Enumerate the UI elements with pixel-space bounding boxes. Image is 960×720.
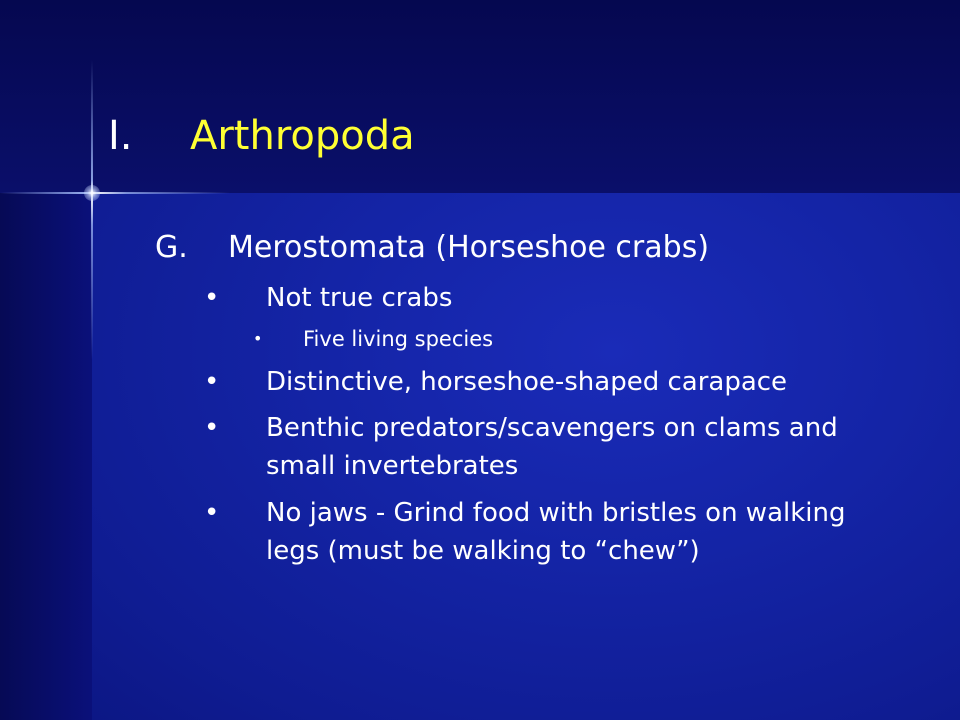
sub-bullet-text: Five living species — [303, 327, 494, 351]
bullet-icon: • — [204, 367, 220, 397]
title-number: I. — [108, 113, 133, 159]
bullet-text-continuation: legs (must be walking to “chew”) — [266, 536, 700, 566]
bullet-text: Distinctive, horseshoe-shaped carapace — [266, 367, 788, 397]
bullet-text: Benthic predators/scavengers on clams and — [266, 413, 838, 443]
bullet-text: Not true crabs — [266, 283, 453, 313]
bullet-text: No jaws - Grind food with bristles on walking — [266, 498, 846, 528]
section-number: G. — [155, 230, 188, 265]
sub-bullet-icon: • — [253, 329, 263, 348]
section-text: Merostomata (Horseshoe crabs) — [228, 230, 710, 265]
title-text: Arthropoda — [190, 113, 415, 159]
bullet-text-continuation: small invertebrates — [266, 451, 519, 481]
bullet-icon: • — [204, 498, 220, 528]
section-heading — [155, 228, 709, 268]
bullet-icon: • — [204, 413, 220, 443]
bullet-icon: • — [204, 283, 220, 313]
